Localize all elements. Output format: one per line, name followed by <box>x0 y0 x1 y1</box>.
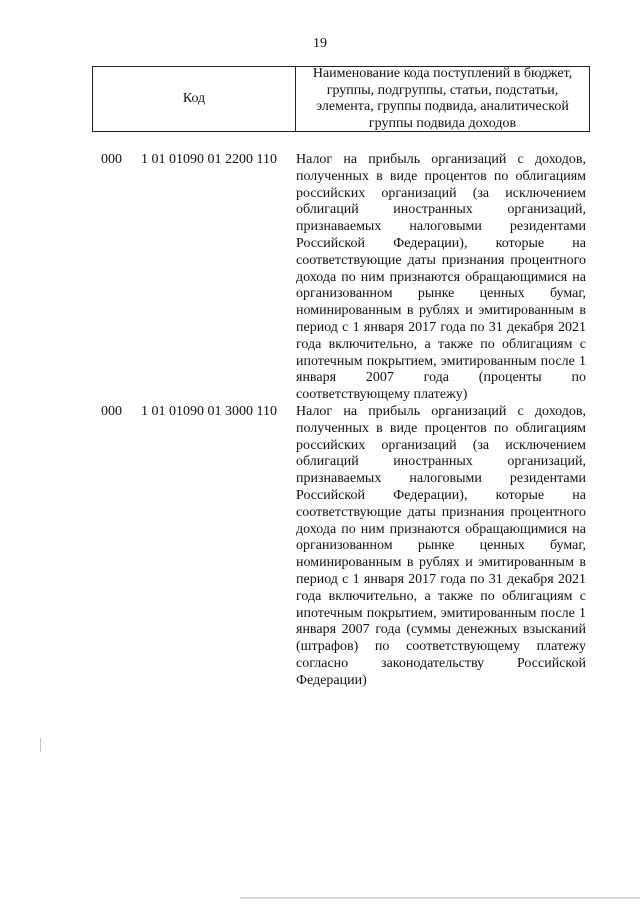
income-code: 1 01 01090 01 2200 110 <box>141 152 277 167</box>
income-description: Налог на прибыль организаций с доходов, полученных в виде процентов по облигациям российских организаций (за исключением облигаций иностранных организаций, признаваемых налоговыми резидентами Российской Федерации), которые на соответствующие даты признания процентного дохода по ним признаются обращающимися на организованном рынке ценных бумаг, номинированным в рублях и эмитированным в период с 1 января 2017 года по 31 декабря 2021 года включительно, а также по облигациям с ипотечным покрытием, эмитированным после 1 января 2007 года (проценты по соответствующему платежу) <box>296 152 586 403</box>
scan-margin-mark <box>40 738 41 752</box>
scan-edge-line <box>240 897 640 899</box>
name-column-header: Наименование кода поступлений в бюджет, группы, подгруппы, статьи, подстатьи, элемента, группы подвида, аналитической группы подвида доходов <box>312 66 573 131</box>
table-header <box>92 66 590 132</box>
code-column-header: Код <box>93 67 296 131</box>
income-code: 1 01 01090 01 3000 110 <box>141 403 277 419</box>
page-number: 19 <box>313 36 327 51</box>
income-description: Налог на прибыль организаций с доходов, полученных в виде процентов по облигациям российских организаций (за исключением облигаций иностранных организаций, признаваемых налоговыми резидентами Российской Федерации), которые на соответствующие даты признания процентного дохода по ним признаются обращающимися на организованном рынке ценных бумаг, номинированным в рублях и эмитированным в период с 1 января 2017 года по 31 декабря 2021 года включительно, а также по облигациям с ипотечным покрытием, эмитированным после 1 января 2007 года (суммы денежных взысканий (штрафов) по соответствующему платежу согласно законодательству Российской Федерации) <box>296 403 586 688</box>
table-row <box>0 404 640 690</box>
admin-code: 000 <box>101 152 122 167</box>
table-body <box>0 152 640 690</box>
table-row <box>0 152 640 404</box>
admin-code: 000 <box>101 403 122 419</box>
